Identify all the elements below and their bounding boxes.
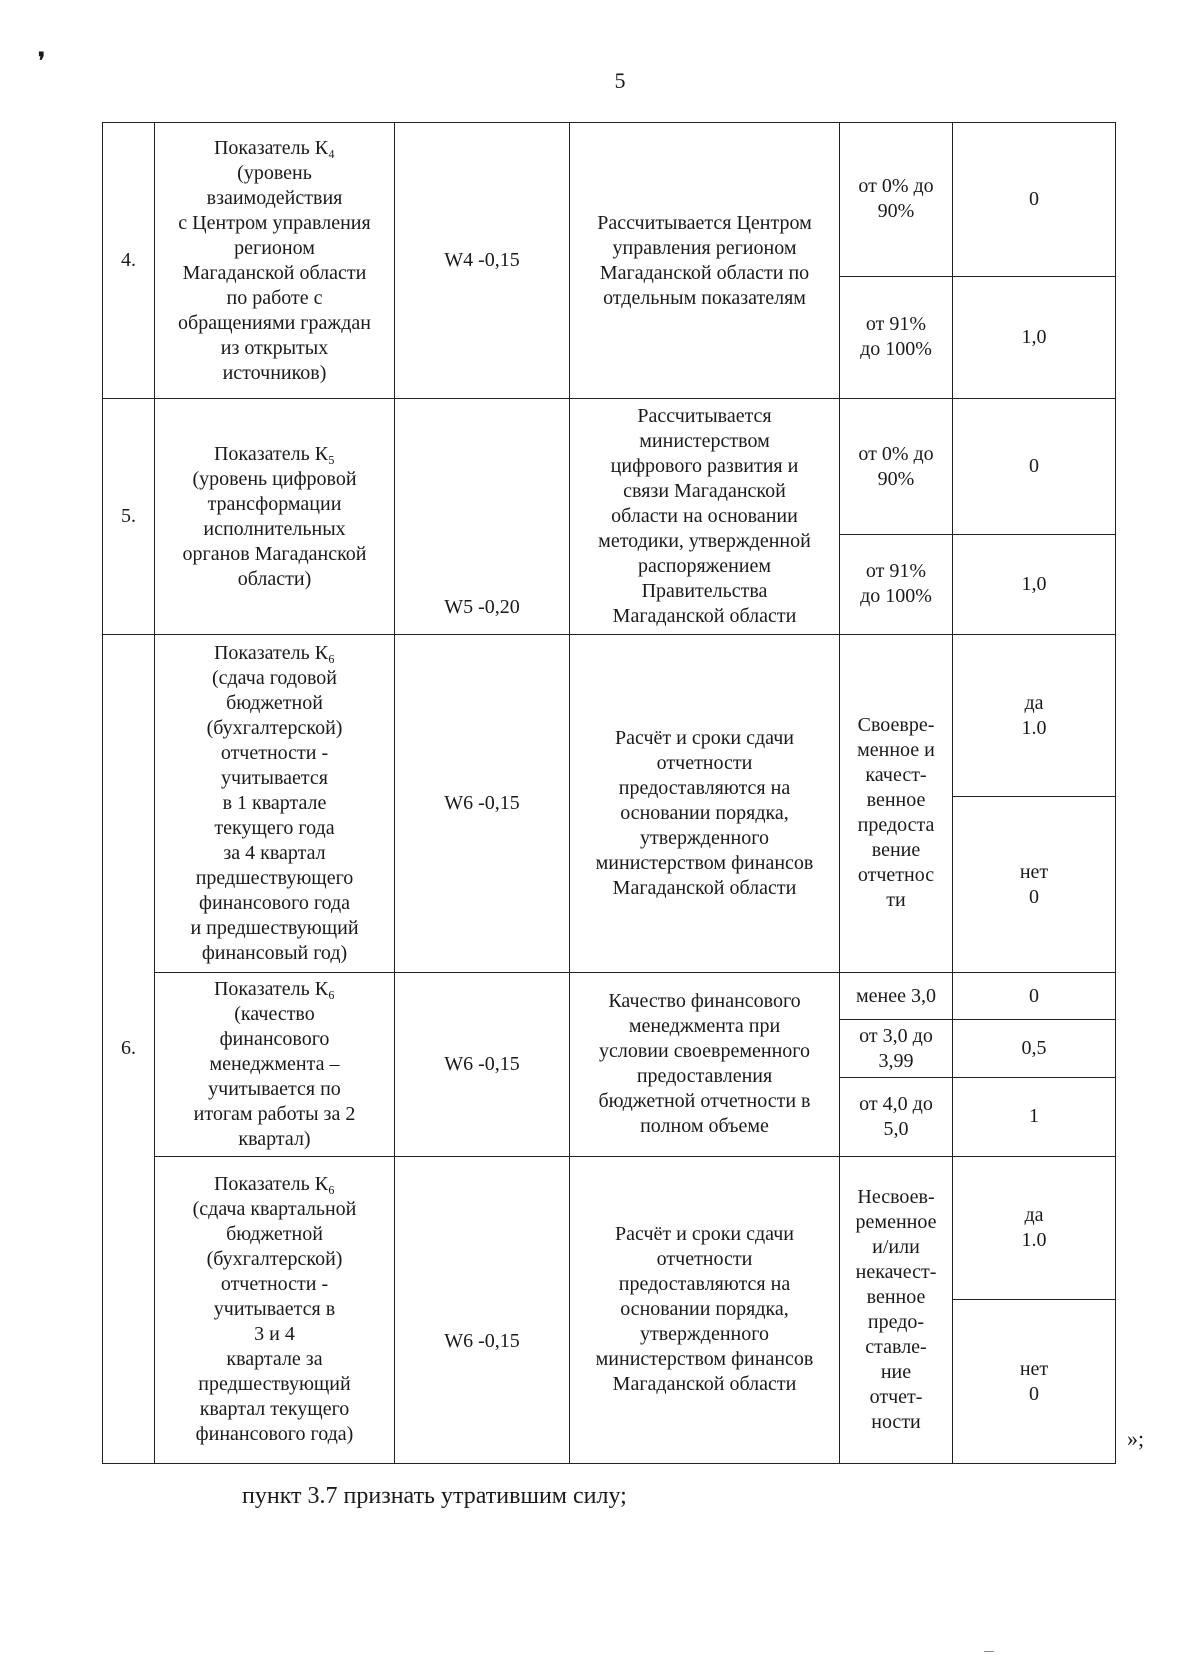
method-text: Расчёт и сроки сдачи отчетности предоставляются на основании порядка, утвержденного министерством финансов Магаданской области: [595, 726, 814, 899]
weight-cell: [395, 634, 570, 972]
range-text: от 0% до 90%: [858, 175, 934, 223]
score-cell: [953, 1156, 1116, 1299]
score-cell: [953, 276, 1116, 399]
weight-cell: [395, 972, 570, 1156]
score-cell: [953, 1077, 1116, 1156]
indicator-cell: [155, 634, 395, 972]
method-text: Расчёт и сроки сдачи отчетности предоставляются на основании порядка, утвержденного министерством финансов Магаданской области: [595, 1223, 814, 1396]
margin-mark: ❜: [38, 48, 46, 73]
indicator-text: Показатель К₆ (сдача квартальной бюджетной (бухгалтерской) отчетности - учитывается в 3 и 4 квартале за предшествующий квартал текущего финансового года): [192, 1173, 357, 1446]
score-text: 0: [1029, 984, 1039, 1007]
closing-quote: »;: [1127, 1426, 1145, 1451]
table-row: [103, 123, 1116, 277]
table-row: [103, 972, 1116, 1020]
row-number-cell: [103, 634, 155, 1463]
score-text: 0: [1029, 455, 1039, 478]
condition-text: Несвоев- ременное и/или некачест- венное предо- ставле- ние отчет- ности: [855, 1185, 937, 1433]
score-cell: [953, 1300, 1116, 1464]
method-cell: [570, 972, 840, 1156]
no-score: нет 0: [1019, 860, 1049, 908]
range-text: от 0% до 90%: [858, 442, 934, 490]
range-text: от 4,0 до 5,0: [859, 1092, 933, 1140]
score-cell: [953, 797, 1116, 972]
range-cell: [840, 1020, 953, 1077]
weight-text: W6 -0,15: [444, 791, 520, 814]
row-number-cell: [103, 399, 155, 634]
page-number: 5: [614, 68, 626, 93]
range-cell: [840, 1077, 953, 1156]
score-text: 1,0: [1021, 572, 1047, 595]
row-number: 4.: [121, 249, 136, 272]
row-number-cell: [103, 123, 155, 399]
table-row: [103, 399, 1116, 534]
indicator-cell: [155, 972, 395, 1156]
method-text: Качество финансового менеджмента при условии своевременного предоставления бюджетной отчетности в полном объеме: [598, 990, 811, 1138]
indicator-cell: [155, 1156, 395, 1463]
table-row: [103, 634, 1116, 797]
indicator-text: Показатель К₆ (качество финансового менеджмента – учитывается по итогам работы за 2 квартал): [193, 977, 356, 1150]
trailing-paragraph: пункт 3.7 признать утратившим силу;: [242, 1483, 627, 1509]
range-cell: [840, 399, 953, 534]
score-text: 1,0: [1021, 325, 1047, 348]
indicator-cell: [155, 123, 395, 399]
weight-text: W6 -0,15: [444, 1330, 520, 1353]
indicator-text: Показатель К₆ (сдача годовой бюджетной (бухгалтерской) отчетности - учитывается в 1 квартале текущего года за 4 квартал предшествующего финансового года и предшествующий финансовый год): [190, 641, 359, 964]
method-cell: [570, 1156, 840, 1463]
weight-text: W6 -0,15: [444, 1052, 520, 1075]
range-text: от 91% до 100%: [860, 560, 932, 608]
score-cell: [953, 534, 1116, 634]
score-text: 0: [1029, 187, 1039, 210]
condition-text: Своевре- менное и качест- венное предоста вение отчетнос ти: [857, 714, 935, 912]
weight-text: W5 -0,20: [444, 595, 520, 618]
score-cell: [953, 123, 1116, 277]
yes-score: да 1.0: [1021, 1203, 1047, 1251]
method-text: Рассчитывается Центром управления регионом Магаданской области по отдельным показателям: [597, 211, 812, 309]
score-text: 0,5: [1021, 1037, 1047, 1060]
method-cell: [570, 634, 840, 972]
condition-cell: [840, 634, 953, 972]
indicator-text: Показатель К₄ (уровень взаимодействия с Центром управления регионом Магаданской области по работе с обращениями граждан из открытых источников): [178, 136, 371, 384]
indicator-text: Показатель К₅ (уровень цифровой трансформации исполнительных органов Магаданской области): [182, 442, 367, 590]
range-text: менее 3,0: [856, 984, 936, 1007]
row-number: 6.: [121, 1037, 136, 1060]
method-cell: [570, 123, 840, 399]
range-cell: [840, 123, 953, 277]
score-cell: [953, 972, 1116, 1020]
score-cell: [953, 1020, 1116, 1077]
no-score: нет 0: [1019, 1357, 1049, 1405]
method-text: Рассчитывается министерством цифрового развития и связи Магаданской области на основании методики, утвержденной распоряжением Правительства Магаданской области: [598, 405, 811, 628]
indicators-table: [102, 122, 1116, 1464]
weight-cell: [395, 1156, 570, 1463]
range-cell: [840, 534, 953, 634]
scan-artifact: [984, 1651, 994, 1652]
weight-cell: [395, 123, 570, 399]
score-cell: [953, 634, 1116, 797]
range-cell: [840, 276, 953, 399]
range-text: от 3,0 до 3,99: [859, 1024, 933, 1072]
range-text: от 91% до 100%: [860, 313, 932, 361]
range-cell: [840, 972, 953, 1020]
table-row: [103, 1156, 1116, 1299]
weight-text: W4 -0,15: [444, 249, 520, 272]
score-text: 1: [1029, 1105, 1039, 1128]
weight-cell: [395, 399, 570, 634]
indicator-cell: [155, 399, 395, 634]
yes-score: да 1.0: [1021, 691, 1047, 739]
method-cell: [570, 399, 840, 634]
row-number: 5.: [121, 505, 136, 528]
score-cell: [953, 399, 1116, 534]
condition-cell: [840, 1156, 953, 1463]
